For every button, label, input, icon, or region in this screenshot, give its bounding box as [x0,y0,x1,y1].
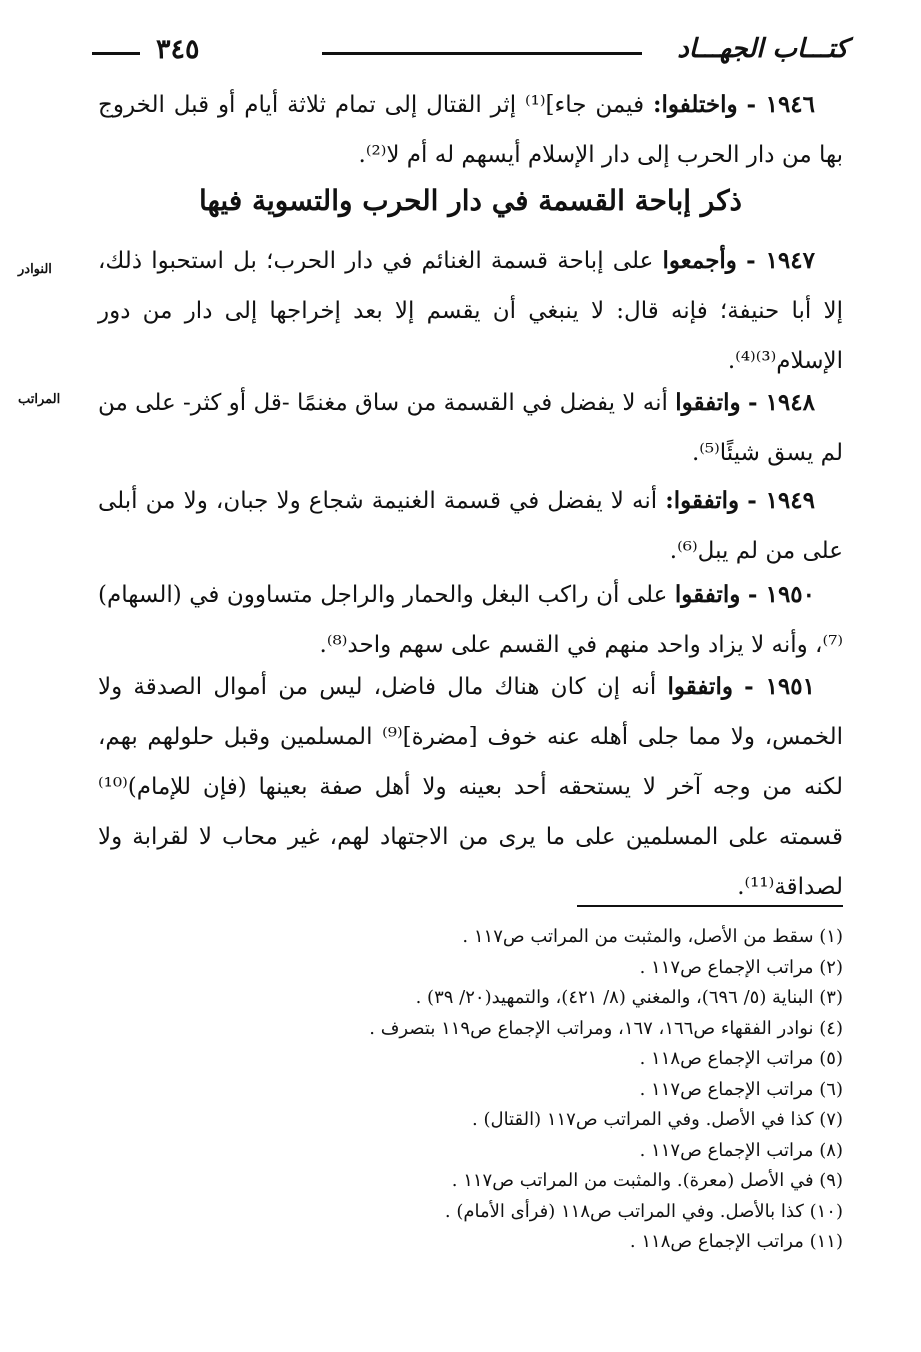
paragraph-number: ١٩٥٠ - [747,581,816,608]
footnotes [98,922,843,1258]
section-heading: ذكر إباحة القسمة في دار الحرب والتسوية فيها [198,184,743,217]
paragraph-lead: واتفقوا: [665,487,740,514]
paragraph-text: فيمن جاء]⁽¹⁾ إثر القتال إلى تمام ثلاثة أيام أو قبل الخروج بها من دار الحرب إلى دار الإسلام أيسهم له أم لا⁽²⁾. [98,92,843,168]
paragraph-text: أنه لا يفضل في القسمة من ساق مغنمًا -قل أو كثر- على من لم يسق شيئًا⁽⁵⁾. [98,390,843,466]
paragraph-text: أنه إن كان هناك مال فاضل، ليس من أموال الصدقة ولا الخمس، ولا مما جلى أهله عنه خوف [مضرة]⁽⁹⁾ المسلمين وقبل حلولهم بهم، لكنه من وجه آخر لا يستحقه أحد بعينه ولا أهل صفة بعينها (فإن للإمام)⁽¹⁰⁾ قسمته على المسلمين على ما يرى من الاجتهاد لهم، غير محاب لا لقرابة ولا لصداقة⁽¹¹⁾. [98,674,843,900]
paragraph-1950 [98,570,843,670]
margin-note-nawadir: النوادر [18,262,52,277]
footnote: (٣) البناية (٥/ ٦٩٦)، والمغني (٨/ ٤٢١)، والتمهيد(٢٠/ ٣٩) . [415,987,843,1008]
footnote: (٢) مراتب الإجماع ص١١٧ . [639,956,843,978]
paragraph-1949 [98,476,843,576]
page-number: ٣٤٥ [156,34,200,65]
paragraph-1947 [98,236,843,386]
paragraph-number: ١٩٤٦ - [746,91,816,118]
header-rule-short [92,52,140,55]
margin-note-maratib: المراتب [18,392,61,407]
paragraph-number: ١٩٤٧ - [746,247,815,274]
paragraph-1946 [98,80,843,180]
paragraph-lead: واتفقوا [675,389,741,416]
footnote: (٤) نوادر الفقهاء ص١٦٦، ١٦٧، ومراتب الإجماع ص١١٩ بتصرف . [369,1017,843,1039]
footnote: (١) سقط من الأصل، والمثبت من المراتب ص١١٧ . [462,926,843,947]
paragraph-text: على إباحة قسمة الغنائم في دار الحرب؛ بل استحبوا ذلك، إلا أبا حنيفة؛ فإنه قال: لا ينبغي أن يقسم إلا بعد إخراجها إلى دار من دور الإسلام⁽³⁾⁽⁴⁾. [98,248,843,374]
footnote: (٩) في الأصل (معرة). والمثبت من المراتب ص١١٧ . [451,1170,843,1191]
paragraph-lead: واتفقوا [674,581,741,608]
footnote: (٨) مراتب الإجماع ص١١٧ . [639,1139,843,1161]
footnote: (١٠) كذا بالأصل. وفي المراتب ص١١٨ (فرأى الأمام) . [444,1200,843,1222]
paragraph-number: ١٩٤٩ - [747,487,815,514]
running-title: كتـــاب الجهـــاد [677,34,848,64]
paragraph-number: ١٩٤٨ - [748,389,815,416]
paragraph-number: ١٩٥١ - [744,673,815,700]
footnote: (١١) مراتب الإجماع ص١١٨ . [629,1231,843,1252]
footnote: (٧) كذا في الأصل. وفي المراتب ص١١٧ (القتال) . [472,1109,843,1130]
paragraph-text: على أن راكب البغل والحمار والراجل متساوون في (السهام)⁽⁷⁾، وأنه لا يزاد واحد منهم في القسم على سهم واحد⁽⁸⁾. [98,582,843,658]
header-rule [322,52,642,55]
paragraph-1951 [98,662,843,912]
paragraph-lead: واتفقوا [667,673,733,700]
footnote-separator [577,905,843,907]
paragraph-lead: واختلفوا: [652,91,738,118]
footnote: (٦) مراتب الإجماع ص١١٧ . [639,1078,843,1100]
footnote: (٥) مراتب الإجماع ص١١٨ . [639,1048,843,1069]
page-header [92,28,848,68]
paragraph-1948 [98,378,843,478]
paragraph-lead: وأجمعوا [662,247,737,274]
paragraph-text: أنه لا يفضل في قسمة الغنيمة شجاع ولا جبان، ولا من أبلى على من لم يبل⁽⁶⁾. [98,488,843,564]
